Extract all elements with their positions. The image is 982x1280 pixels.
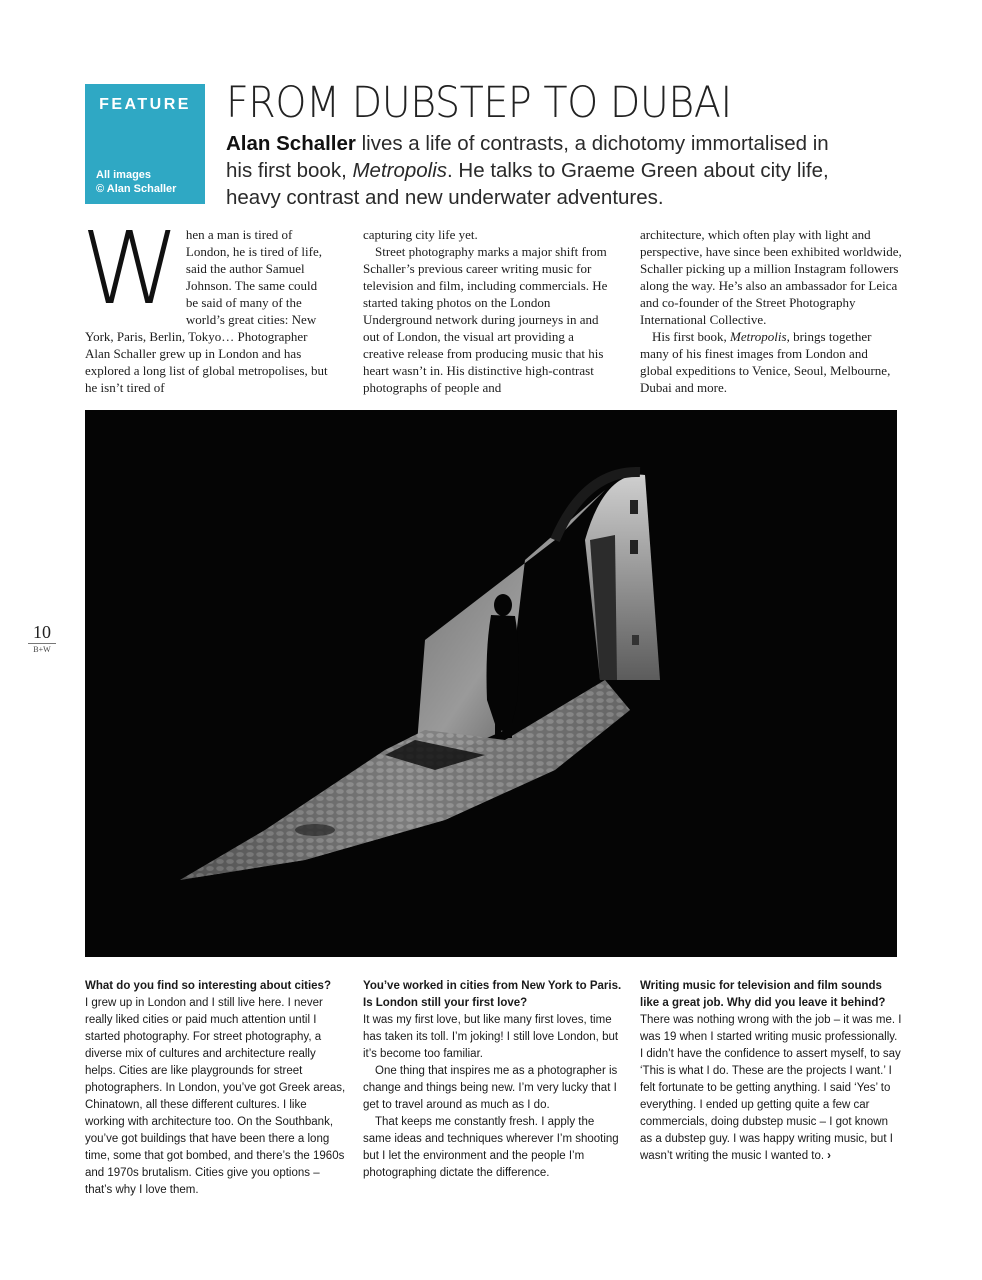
feature-box xyxy=(85,84,205,204)
question-1: What do you find so interesting about cities? xyxy=(85,980,331,992)
magazine-mark: B+W xyxy=(33,645,51,654)
intro-col1-text: hen a man is tired of London, he is tired of life, said the author Samuel Johnson. The same could be said of many of the world’s great cities: New York, Paris, Berlin, Tokyo… Photographer Alan Schaller grew up in London and has explored a long list of global metropolises, but he isn’t tired of xyxy=(85,227,328,395)
answer-2-p3: That keeps me constantly fresh. I apply the same ideas and techniques wherever I’m shooting but I let the environment and the people I’m photographing dictate the difference. xyxy=(363,1116,619,1179)
question-2: You’ve worked in cities from New York to Paris. Is London still your first love? xyxy=(363,980,622,1009)
answer-3-text: There was nothing wrong with the job – it was me. I was 19 when I started writing music professionally. I didn’t have the confidence to assert myself, to say ‘This is what I do. These are the projects I want.’ I felt fortunate to be getting anything. I said ‘Yes’ to everything. I ended up getting quite a few car commercials, doing dubstep music – I got known as a dubstep guy. I was happy writing music, but I wasn’t writing the music I wanted to. xyxy=(640,1014,902,1162)
answer-2-p1: It was my first love, but like many first loves, time has taken its toll. I’m joking! I still love London, but it’s become too familiar. xyxy=(363,1014,619,1060)
street-photo-illustration xyxy=(85,410,897,957)
intro-col3-p2a: His first book, xyxy=(652,329,730,344)
standfirst-book-title: Metropolis xyxy=(352,159,448,182)
folio xyxy=(28,622,56,656)
standfirst xyxy=(226,130,846,211)
credit-line-1: All images xyxy=(96,169,152,181)
qa-column-1 xyxy=(85,978,347,1199)
answer-1: I grew up in London and I still live here. I never really liked cities or paid much attention until I started photography. For street photography, a diverse mix of cultures and architecture really helps. Cities are like playgrounds for street photographers. In London, you’ve got Greek areas, Chinatown, all these different cultures. I like working with architecture too. On the Southbank, you’ve got buildings that have been there a long time, some that got bombed, and there’s the 1960s and 1970s brutalism. Cities give you options – that’s why I love them. xyxy=(85,997,346,1196)
feature-label: FEATURE xyxy=(99,96,191,113)
intro-column-2 xyxy=(363,226,613,396)
qa-column-3 xyxy=(640,978,902,1165)
answer-2-p2: One thing that inspires me as a photographer is change and things being new. I’m very lucky that I get to travel around as much as I do. xyxy=(363,1065,618,1111)
feature-photo xyxy=(85,410,897,957)
page-number: 10 xyxy=(28,622,56,644)
intro-col3-p2 xyxy=(640,328,902,396)
headline: FROM DUBSTEP TO DUBAI xyxy=(226,78,732,128)
chevron-right-icon: › xyxy=(827,1150,831,1162)
credit-line-2: © Alan Schaller xyxy=(96,183,177,195)
qa-column-2 xyxy=(363,978,625,1182)
intro-col2-p2: Street photography marks a major shift from Schaller’s previous career writing music for television and film, including commercials. He started taking photos on the London Underground network during journeys in and out of London, the visual art providing a creative release from producing music that his heart wasn’t in. His distinctive high-contrast photographs of people and xyxy=(363,244,608,395)
intro-column-3 xyxy=(640,226,902,396)
photo-credit xyxy=(96,168,176,196)
standfirst-name: Alan Schaller xyxy=(226,132,356,155)
standfirst-text-a: lives a life of contrasts, a dichotomy immortalised in his first book, xyxy=(226,132,829,182)
intro-col2-p1: capturing city life yet. xyxy=(363,227,478,242)
intro-col3-p2b: , brings together many of his finest images from London and global expeditions to Venice, Seoul, Melbourne, Dubai and more. xyxy=(640,329,891,395)
question-3: Writing music for television and film sounds like a great job. Why did you leave it behind? xyxy=(640,980,886,1009)
intro-col3-book-title: Metropolis xyxy=(730,329,787,344)
intro-column-1 xyxy=(81,210,330,396)
intro-col3-p1: architecture, which often play with light and perspective, have since been exhibited worldwide, Schaller picking up a million Instagram followers along the way. He’s also an ambassador for Leica and co-founder of the Street Photography International Collective. xyxy=(640,227,902,327)
drop-cap: W xyxy=(81,210,180,327)
answer-3 xyxy=(640,1012,902,1165)
standfirst-text-b: . He talks to Graeme Green about city life, heavy contrast and new underwater adventures. xyxy=(226,159,829,209)
